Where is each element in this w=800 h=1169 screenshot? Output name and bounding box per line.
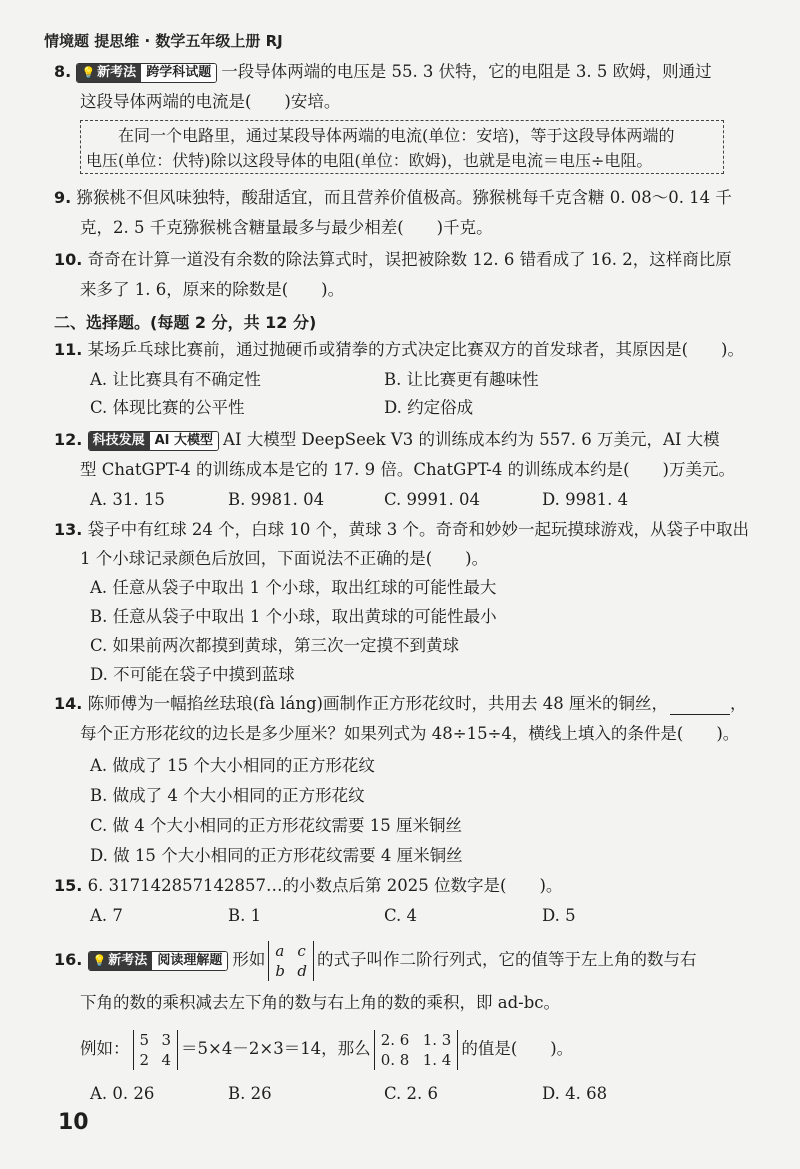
hint-text-line: 电压(单位：伏特)除以这段导体的电阻(单位：欧姆)，也就是电流＝电压÷电阻。 [86,151,653,170]
section-heading: 二、选择题。(每题 2 分，共 12 分) [54,313,317,332]
question-12 [54,430,720,451]
question-number: 9. [54,188,72,207]
determinant-question: 2. 6 1. 3 0. 8 1. 4 [374,1030,459,1070]
question-number: 16. [54,950,83,969]
option-c: C. 做 4 个大小相同的正方形花纹需要 15 厘米铜丝 [90,816,462,835]
option-d: D. 做 15 个大小相同的正方形花纹需要 4 厘米铜丝 [90,846,463,865]
question-11 [54,340,744,360]
lightbulb-icon: 💡 [81,65,96,79]
option-d: D. 不可能在袋子中摸到蓝球 [90,665,295,684]
question-9 [54,188,732,208]
option-c: C. 2. 6 [384,1084,439,1103]
option-b: B. 9981. 04 [228,490,325,509]
option-c: C. 9991. 04 [384,490,481,509]
question-16 [54,937,696,983]
question-number: 14. [54,694,83,713]
question-number: 11. [54,340,83,359]
option-b: B. 1 [228,906,262,925]
option-c: C. 体现比赛的公平性 [90,398,245,417]
question-text: 6. 317142857142857…的小数点后第 2025 位数字是( )。 [87,876,563,895]
question-text: 袋子中有红球 24 个，白球 10 个，黄球 3 个。奇奇和妙妙一起玩摸球游戏，从袋子中取出 [87,520,750,539]
question-text: 陈师傅为一幅掐丝珐琅(fà láng)画制作正方形花纹时，共用去 48 厘米的铜丝， [87,694,668,713]
question-text-line: 来多了 1. 6，原来的除数是( )。 [80,280,345,299]
question-text-line: 每个正方形花纹的边长是多少厘米？如果列式为 48÷15÷4，横线上填入的条件是( )。 [80,724,740,743]
question-text: 猕猴桃不但风味独特，酸甜适宜，而且营养价值极高。猕猴桃每千克含糖 0. 08～0. 14 千 [76,188,732,207]
option-c: C. 4 [384,906,418,925]
lightbulb-icon: 💡 [92,953,107,967]
question-text-line: 下角的数的乘积减去左下角的数与右上角的数的乘积，即 ad-bc。 [80,993,561,1012]
determinant-example: 5 3 2 4 [133,1030,179,1070]
page-header: 情境题 提思维 · 数学五年级上册 RJ [44,32,283,50]
question-text: AI 大模型 DeepSeek V3 的训练成本约为 557. 6 万美元，AI 大模 [223,430,720,449]
determinant-general: a c b d [268,941,314,981]
question-number: 8. [54,62,72,81]
option-a: A. 0. 26 [90,1084,155,1103]
option-a: A. 31. 15 [90,490,165,509]
question-15 [54,876,562,896]
question-text-line: 这段导体两端的电流是( )安培。 [80,92,341,111]
hint-text-line: 在同一个电路里，通过某段导体两端的电流(单位：安培)，等于这段导体两端的 [118,126,675,145]
option-a: A. 任意从袋子中取出 1 个小球，取出红球的可能性最大 [90,578,497,597]
option-d: D. 9981. 4 [542,490,629,509]
question-text-line: 型 ChatGPT-4 的训练成本是它的 17. 9 倍。ChatGPT-4 的训练成本约是( )万美元。 [80,460,735,479]
tag-new-exam: 💡 新考法 阅读理解题 [88,951,229,971]
question-number: 12. [54,430,83,449]
question-number: 15. [54,876,83,895]
question-text: 奇奇在计算一道没有余数的除法算式时，误把被除数 12. 6 错看成了 16. 2，这样商比原 [87,250,732,269]
question-number: 10. [54,250,83,269]
question-text: 某场乒乓球比赛前，通过抛硬币或猜拳的方式决定比赛双方的首发球者，其原因是( )。 [87,340,744,359]
question-text: 形如 [232,950,266,969]
question-text-line: 克，2. 5 千克猕猴桃含糖量最多与最少相差( )千克。 [80,218,493,237]
tag-tech-development: 科技发展 AI 大模型 [88,431,219,451]
option-b: B. 26 [228,1084,272,1103]
question-10 [54,250,732,270]
question-number: 13. [54,520,83,539]
option-c: C. 如果前两次都摸到黄球，第三次一定摸不到黄球 [90,636,460,655]
tag-new-exam: 💡 新考法 跨学科试题 [76,63,217,83]
question-text: 一段导体两端的电压是 55. 3 伏特，它的电阻是 3. 5 欧姆，则通过 [221,62,712,81]
option-a: A. 做成了 15 个大小相同的正方形花纹 [90,756,375,775]
option-b: B. 让比赛更有趣味性 [384,370,539,389]
question-13 [54,520,749,540]
option-a: A. 7 [90,906,123,925]
option-d: D. 5 [542,906,576,925]
option-a: A. 让比赛具有不确定性 [90,370,261,389]
page-number: 10 [58,1110,89,1135]
question-text-line: 1 个小球记录颜色后放回，下面说法不正确的是( )。 [80,549,489,568]
option-b: B. 任意从袋子中取出 1 个小球，取出黄球的可能性最小 [90,607,497,626]
question-8 [54,62,712,83]
question-text: 的式子叫作二阶行列式，它的值等于左上角的数与右 [316,950,697,969]
option-d: D. 4. 68 [542,1084,608,1103]
option-d: D. 约定俗成 [384,398,474,417]
fill-blank-line [670,694,730,715]
option-b: B. 做成了 4 个大小相同的正方形花纹 [90,786,365,805]
example-line: 例如： 5 3 2 4 ＝5×4－2×3＝14，那么 2. 6 1. 3 0. 8 1. 4 的值是( )。 [80,1030,574,1069]
question-14: 14. 陈师傅为一幅掐丝珐琅(fà láng)画制作正方形花纹时，共用去 48 厘米的铜丝， ， [54,694,747,713]
